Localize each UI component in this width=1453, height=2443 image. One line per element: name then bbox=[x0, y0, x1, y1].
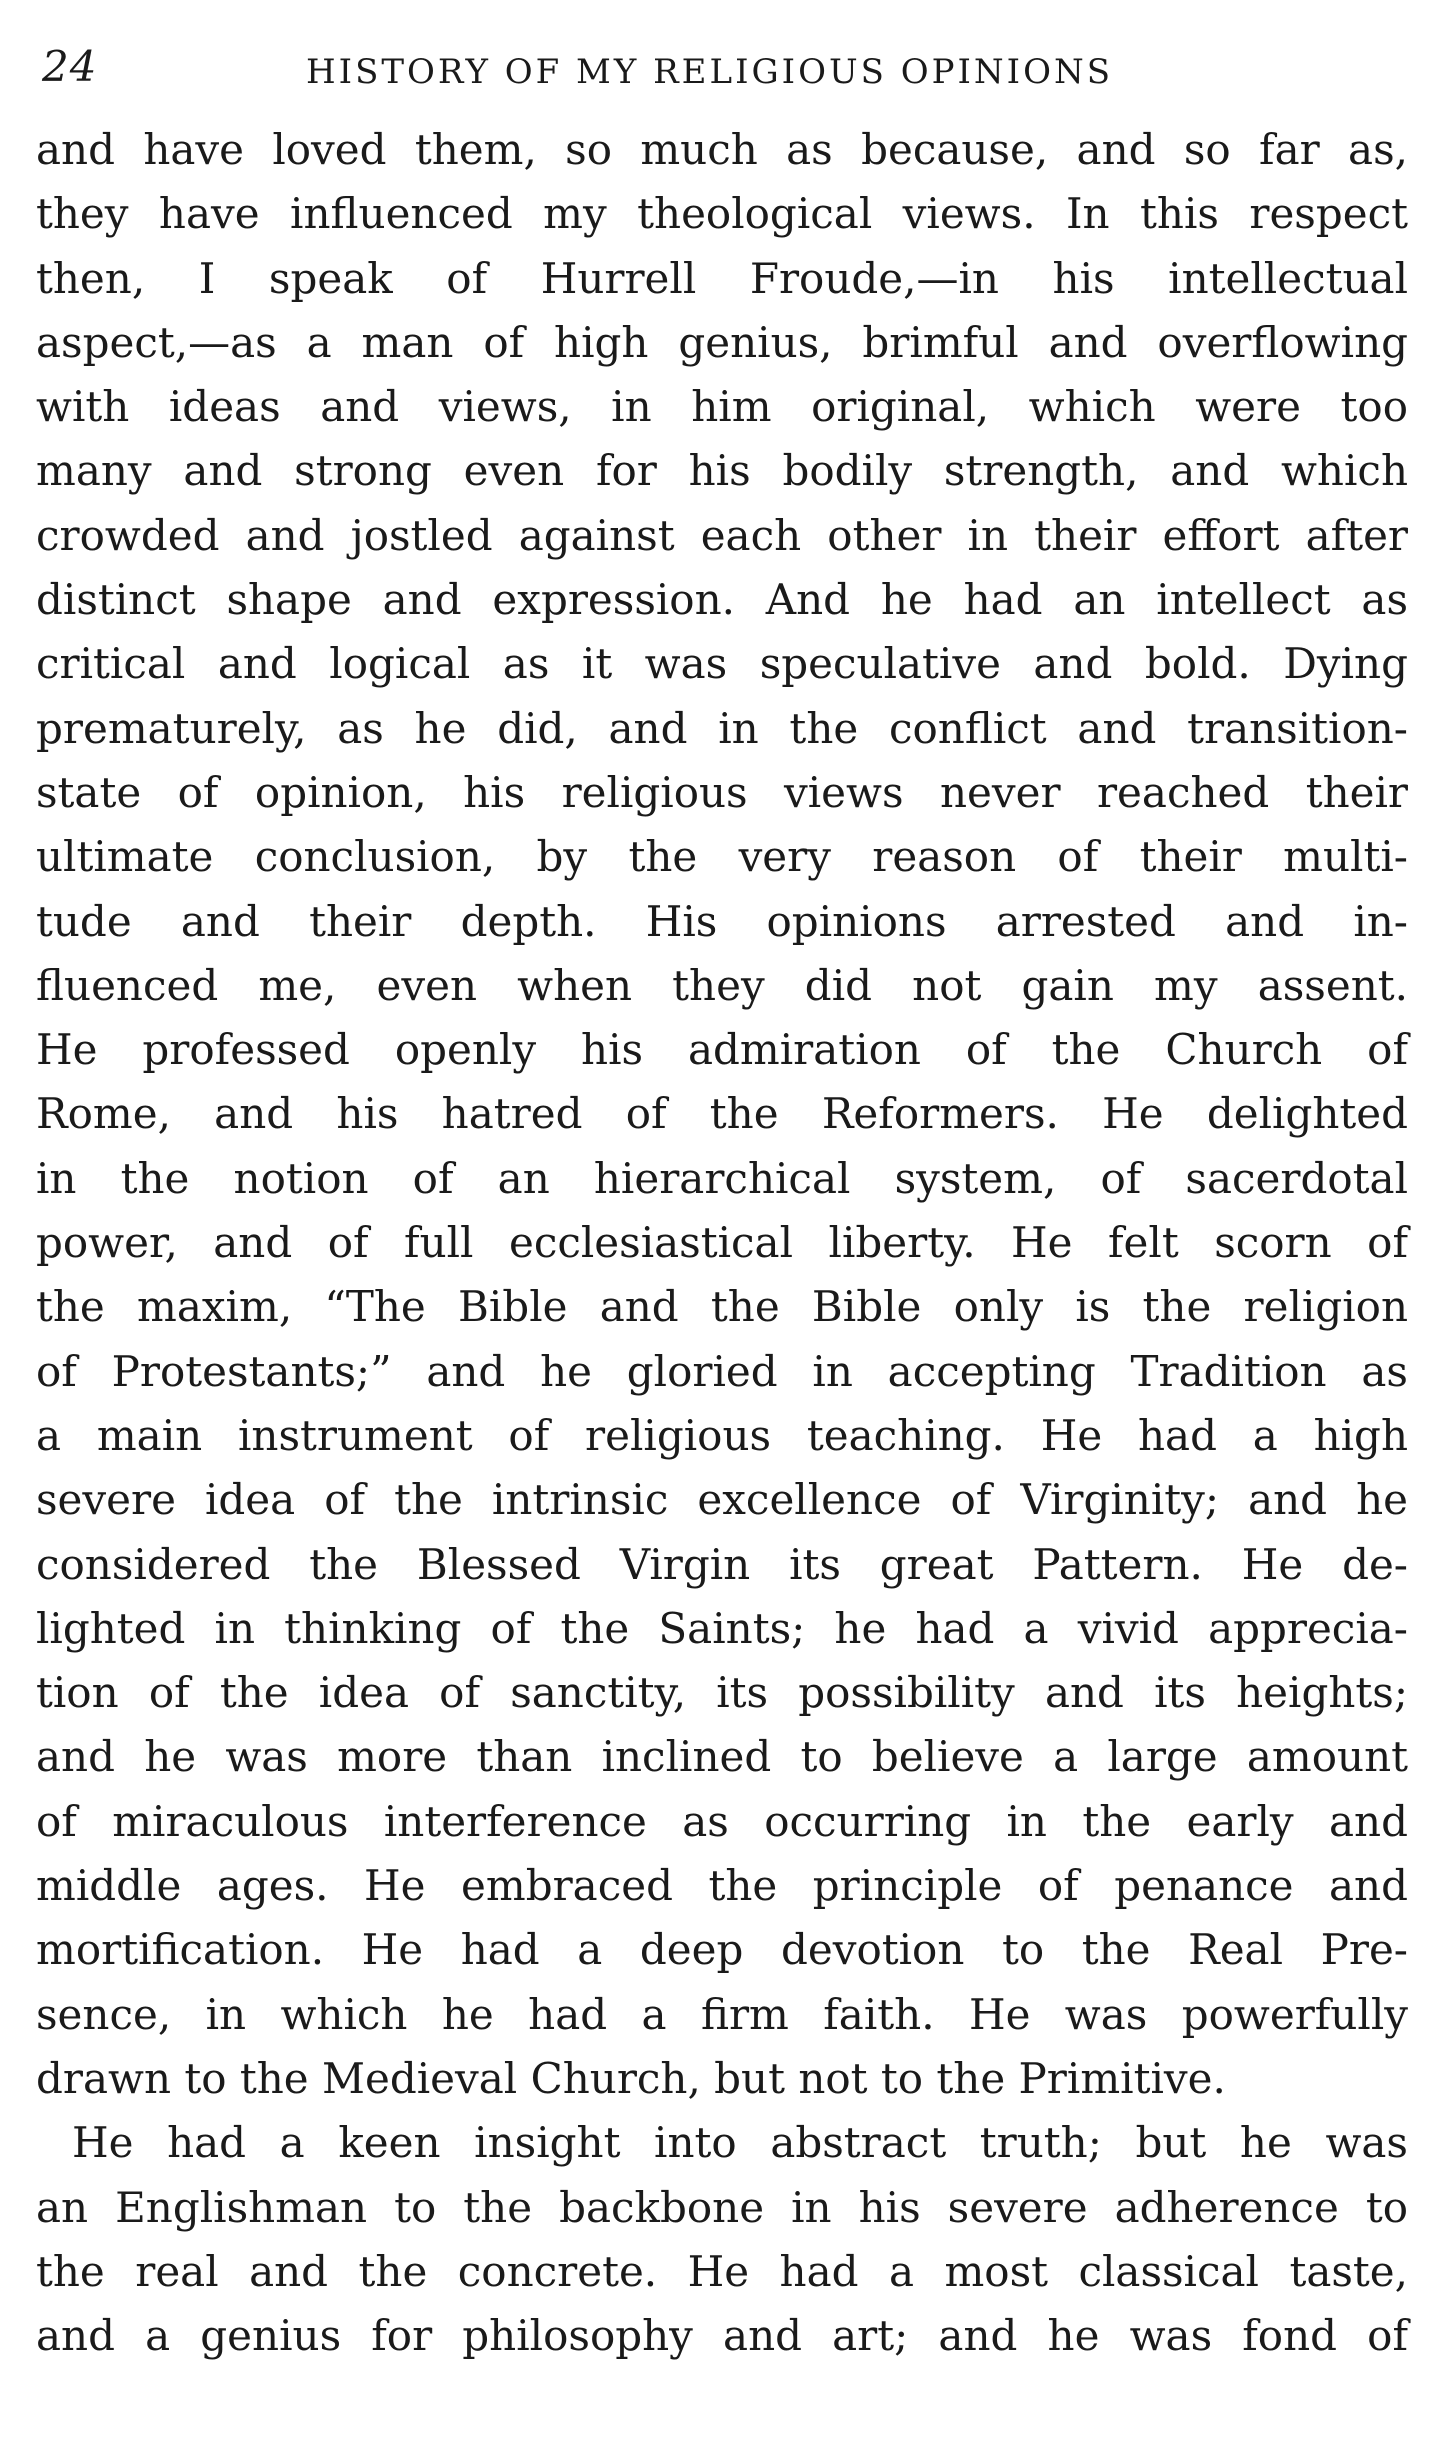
text-line: the real and the concrete. He had a most classical taste, bbox=[36, 2246, 1408, 2296]
text-line: severe idea of the intrinsic excellence of Virginity; and he bbox=[36, 1475, 1408, 1525]
text-line: in the notion of an hierarchical system, of sacerdotal bbox=[36, 1153, 1408, 1203]
running-head bbox=[36, 30, 1408, 110]
text-line: and he was more than inclined to believe a large amount bbox=[36, 1732, 1408, 1782]
text-line: tude and their depth. His opinions arrested and in- bbox=[36, 896, 1408, 946]
text-line: of miraculous interference as occurring in the early and bbox=[36, 1796, 1408, 1846]
body-text bbox=[36, 118, 1408, 2368]
text-line: fluenced me, even when they did not gain my assent. bbox=[36, 960, 1408, 1010]
text-line: prematurely, as he did, and in the conflict and transition- bbox=[36, 703, 1408, 753]
text-line: many and strong even for his bodily strength, and which bbox=[36, 446, 1408, 496]
text-line: ultimate conclusion, by the very reason of their multi- bbox=[36, 832, 1408, 882]
book-page bbox=[36, 30, 1408, 2368]
text-line: of Protestants;” and he gloried in accepting Tradition as bbox=[36, 1346, 1408, 1396]
text-line: sence, in which he had a firm faith. He was powerfully bbox=[36, 1989, 1408, 2039]
text-line: with ideas and views, in him original, which were too bbox=[36, 382, 1408, 432]
text-line: state of opinion, his religious views never reached their bbox=[36, 767, 1408, 817]
text-line: tion of the idea of sanctity, its possibility and its heights; bbox=[36, 1668, 1408, 1718]
text-line: He had a keen insight into abstract truth; but he was bbox=[72, 2118, 1408, 2168]
text-line: crowded and jostled against each other in their effort after bbox=[36, 510, 1408, 560]
text-line: and a genius for philosophy and art; and he was fond of bbox=[36, 2311, 1408, 2361]
running-head-title: HISTORY OF MY RELIGIOUS OPINIONS bbox=[306, 52, 1113, 92]
text-line: and have loved them, so much as because, and so far as, bbox=[36, 125, 1408, 174]
text-line: power, and of full ecclesiastical liberty. He felt scorn of bbox=[36, 1218, 1408, 1268]
text-line: Rome, and his hatred of the Reformers. He delighted bbox=[36, 1089, 1408, 1139]
text-line: distinct shape and expression. And he had an intellect as bbox=[36, 575, 1408, 625]
text-line: middle ages. He embraced the principle of penance and bbox=[36, 1861, 1408, 1911]
text-line: drawn to the Medieval Church, but not to the Primitive. bbox=[36, 2053, 1226, 2103]
text-line: lighted in thinking of the Saints; he had a vivid apprecia- bbox=[36, 1603, 1408, 1653]
text-line: He professed openly his admiration of the Church of bbox=[36, 1025, 1408, 1075]
text-line: considered the Blessed Virgin its great Pattern. He de- bbox=[36, 1539, 1408, 1589]
page-number: 24 bbox=[42, 42, 98, 91]
text-line: then, I speak of Hurrell Froude,—in his intellectual bbox=[36, 253, 1408, 303]
text-line: a main instrument of religious teaching. He had a high bbox=[36, 1410, 1408, 1460]
text-line: they have influenced my theological views. In this respect bbox=[36, 189, 1408, 239]
text-line: critical and logical as it was speculative and bold. Dying bbox=[36, 639, 1408, 689]
text-line: an Englishman to the backbone in his severe adherence to bbox=[36, 2182, 1408, 2232]
text-line: the maxim, “The Bible and the Bible only is the religion bbox=[36, 1282, 1408, 1332]
text-line: aspect,—as a man of high genius, brimful and overflowing bbox=[36, 317, 1408, 367]
text-line: mortification. He had a deep devotion to the Real Pre- bbox=[36, 1925, 1408, 1975]
